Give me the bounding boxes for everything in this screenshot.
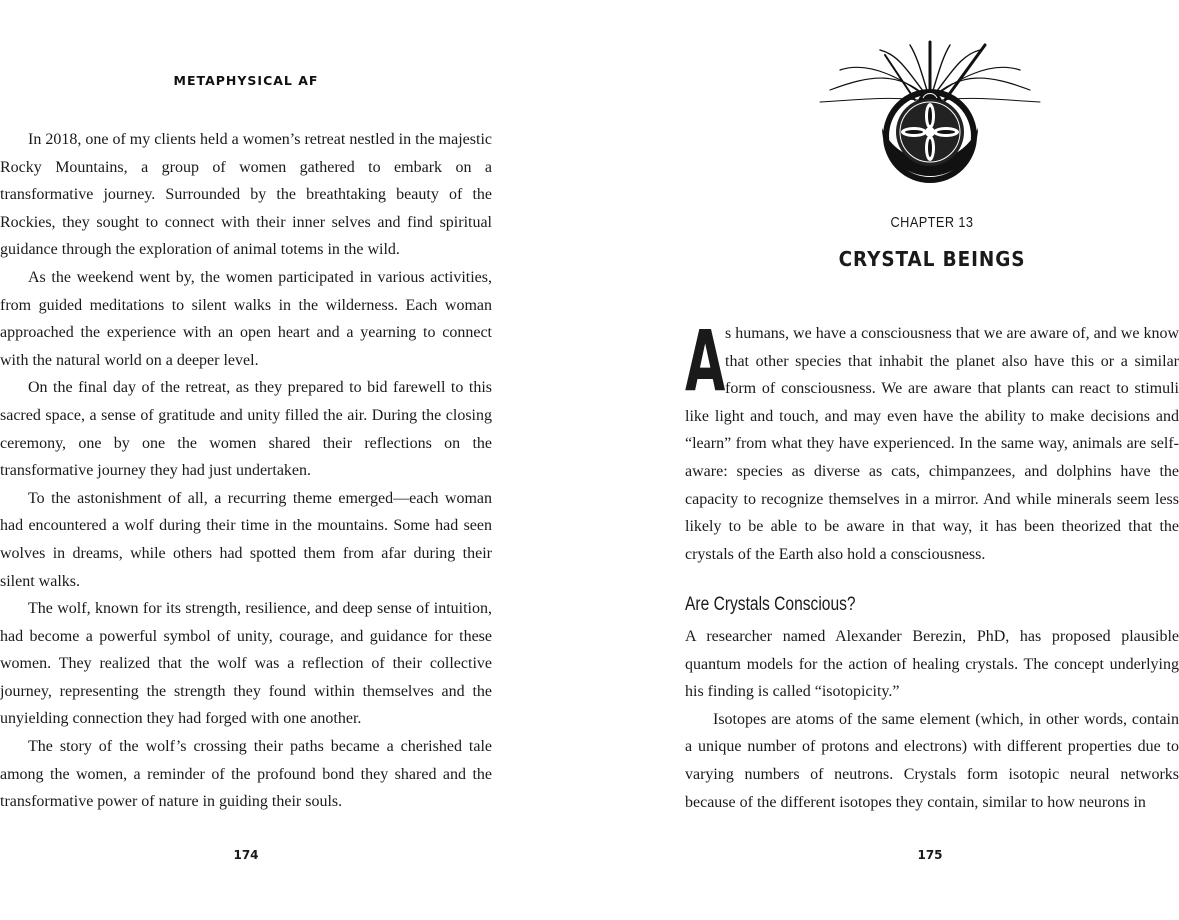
page-number: 175 — [917, 848, 943, 862]
chapter-label: CHAPTER 13 — [890, 214, 974, 231]
page-number: 174 — [233, 848, 259, 862]
paragraph: In 2018, one of my clients held a women’s retreat nestled in the majestic Rocky Mountains, a group of women gathered to embark on a transformative journey. Surrounded by the breathtaking beauty of the Rockies, they sought to connect with their inner selves and find spiritual guidance through the exploration of animal totems in the wild. — [0, 131, 492, 259]
paragraph: On the final day of the retreat, as they prepared to bid farewell to this sacred space, a sense of gratitude and unity filled the air. During the closing ceremony, one by one the women shared their reflections on the transformative journey they had just undertaken. — [0, 379, 492, 480]
chapter-title: CRYSTAL BEINGS — [838, 247, 1026, 271]
section-body — [685, 623, 1179, 816]
chapter-ornament-icon — [810, 40, 1050, 190]
right-page — [685, 0, 1179, 920]
paragraph: A researcher named Alexander Berezin, PhD, has proposed plausible quantum models for the action of healing crystals. The concept underlying his finding is called “isotopicity.” — [685, 628, 1179, 701]
left-page — [0, 0, 500, 920]
section-heading: Are Crystals Conscious? — [685, 594, 856, 615]
paragraph: The story of the wolf’s crossing their paths became a cherished tale among the women, a reminder of the profound bond they shared and the transformative power of nature in guiding their souls. — [0, 738, 492, 811]
left-page-body — [0, 126, 492, 816]
opening-section — [685, 312, 1179, 568]
running-head: METAPHYSICAL AF — [173, 73, 319, 88]
opening-paragraph — [685, 312, 1179, 568]
paragraph: The wolf, known for its strength, resilience, and deep sense of intuition, had become a powerful symbol of unity, courage, and guidance for these women. They realized that the wolf was a reflection of their collective journey, representing the strength they found within themselves and the unyielding connection they had forged with one another. — [0, 600, 492, 728]
paragraph: To the astonishment of all, a recurring theme emerged—each woman had encountered a wolf during their time in the mountains. Some had seen wolves in dreams, while others had spotted them from afar during their silent walks. — [0, 489, 492, 590]
drop-cap: A — [685, 312, 726, 410]
opening-paragraph-text: s humans, we have a consciousness that we are aware of, and we know that other species that inhabit the planet also have this or a similar form of consciousness. We are aware that plants can react to stimuli like light and touch, and may even have the ability to make decisions and “learn” from what they have experienced. In the same way, animals are self-aware: species as diverse as cats, chimpanzees, and dolphins have the capacity to recognize themselves in a mirror. And while minerals seem less likely to be able to be aware in that way, it has been theorized that the crystals of the Earth also hold a consciousness. — [685, 325, 1179, 563]
paragraph: Isotopes are atoms of the same element (which, in other words, contain a unique number of protons and electrons) with different properties due to varying numbers of neutrons. Crystals form isotopic neural networks because of the different isotopes they contain, similar to how neurons in — [685, 710, 1179, 811]
paragraph: As the weekend went by, the women participated in various activities, from guided meditations to silent walks in the wilderness. Each woman approached the experience with an open heart and a yearning to connect with the natural world on a deeper level. — [0, 268, 492, 369]
